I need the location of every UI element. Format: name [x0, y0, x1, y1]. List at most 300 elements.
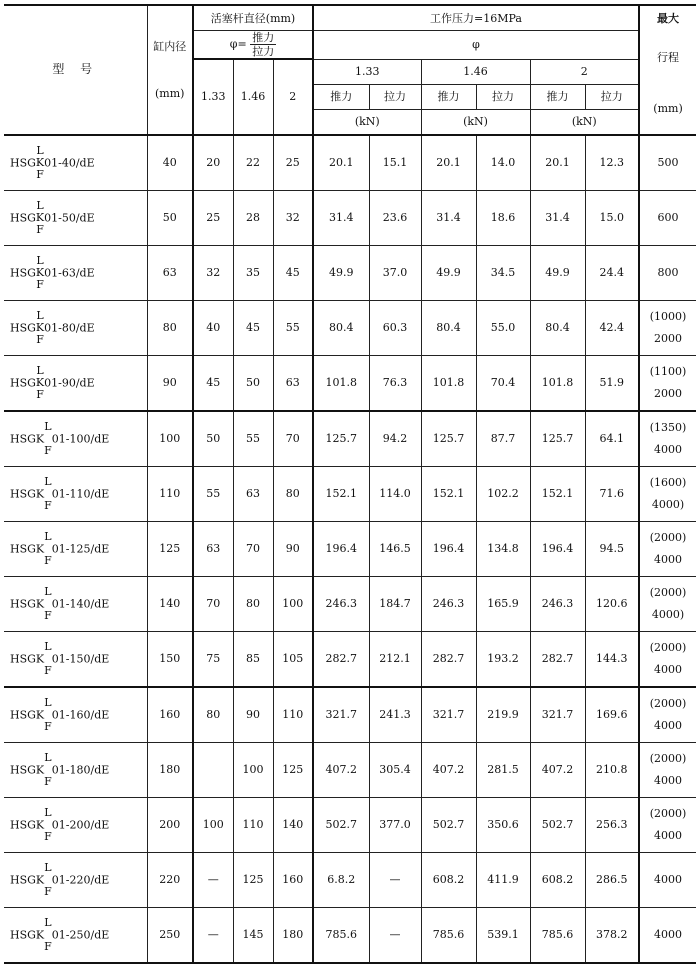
pull-1-33: 94.2	[369, 411, 421, 467]
pull-2: 378.2	[585, 907, 639, 963]
push-2: 196.4	[530, 521, 585, 576]
rod-dia-1-46: 55	[233, 411, 273, 467]
push-3: 推力	[530, 84, 585, 109]
model-prefix: HSGK	[10, 708, 45, 721]
variant-top: L	[44, 805, 52, 819]
stroke-max: 4000)	[651, 497, 685, 511]
model-cell	[4, 521, 147, 576]
stroke-cell	[639, 797, 696, 852]
pressure-header: 工作压力=16MPa	[313, 5, 639, 31]
push-1-46: 152.1	[421, 466, 476, 521]
rod-dia-2: 55	[273, 300, 313, 355]
push-2: 152.1	[530, 466, 585, 521]
rod-dia-1-46: 90	[233, 687, 273, 743]
variant-mid	[44, 709, 52, 721]
rod-dia-1-33	[193, 742, 233, 797]
pull-1-33: 114.0	[369, 466, 421, 521]
stroke-cell	[639, 300, 696, 355]
push-2: 407.2	[530, 742, 585, 797]
variant-top: L	[44, 529, 52, 543]
rod-dia-1-33: 63	[193, 521, 233, 576]
model-suffix: 01-180/dE	[51, 763, 110, 776]
model-cell	[4, 852, 147, 907]
push-2: 101.8	[530, 355, 585, 411]
stroke-max: 800	[657, 265, 679, 279]
model-variant-stack	[44, 917, 52, 953]
model-cell	[4, 797, 147, 852]
model-cell	[4, 245, 147, 300]
model-prefix: HSG	[10, 266, 36, 279]
stroke-cell	[639, 742, 696, 797]
push-1-46: 785.6	[421, 907, 476, 963]
pull-1-46: 87.7	[476, 411, 530, 467]
variant-mid	[44, 764, 52, 776]
rod-dia-1-33: 100	[193, 797, 233, 852]
push-2: 31.4	[530, 190, 585, 245]
bore-cell: 80	[147, 300, 193, 355]
variant-mid	[44, 653, 52, 665]
pull-1-33: 212.1	[369, 631, 421, 687]
rod-header: 活塞杆直径(mm)	[193, 5, 313, 31]
phi-header: φ	[313, 31, 639, 60]
rod-dia-1-33: —	[193, 907, 233, 963]
ratio-1-33: 1.33	[193, 59, 233, 135]
stroke-unit: (mm)	[639, 84, 696, 135]
stroke-cell	[639, 245, 696, 300]
model-variant-stack	[44, 641, 52, 677]
rod-dia-1-46: 80	[233, 576, 273, 631]
table-row	[4, 355, 696, 411]
pull-2: 24.4	[585, 245, 639, 300]
bore-cell: 160	[147, 687, 193, 743]
pull-1-46: 18.6	[476, 190, 530, 245]
model-suffix: 01-160/dE	[51, 708, 110, 721]
rod-dia-1-46: 63	[233, 466, 273, 521]
variant-bottom: F	[44, 608, 52, 622]
stroke-alt: (1100)	[649, 364, 687, 378]
model-prefix: HSGK	[10, 487, 45, 500]
push-1-46: 31.4	[421, 190, 476, 245]
model-prefix: HSGK	[10, 652, 45, 665]
rod-dia-1-46: 22	[233, 135, 273, 191]
phi-denominator: 拉力	[252, 45, 275, 58]
kn-unit-2: (kN)	[421, 109, 530, 135]
rod-dia-1-33: 25	[193, 190, 233, 245]
pull-1-33: —	[369, 907, 421, 963]
stroke-cell	[639, 521, 696, 576]
table-row	[4, 190, 696, 245]
rod-dia-2: 80	[273, 466, 313, 521]
variant-top: L	[36, 143, 44, 157]
rod-dia-1-46: 50	[233, 355, 273, 411]
table-row	[4, 411, 696, 467]
push-1-33: 407.2	[313, 742, 369, 797]
pull-1-46: 14.0	[476, 135, 530, 191]
pull-1-46: 102.2	[476, 466, 530, 521]
rod-dia-1-33: 70	[193, 576, 233, 631]
rod-dia-1-33: 32	[193, 245, 233, 300]
pull-2: 51.9	[585, 355, 639, 411]
stroke-max: 4000	[654, 718, 683, 732]
table-row	[4, 907, 696, 963]
variant-bottom: F	[44, 829, 52, 843]
model-suffix: 01-63/dE	[44, 266, 95, 279]
stroke-header-top: 最大	[639, 5, 696, 31]
push-1-46: 321.7	[421, 687, 476, 743]
rod-dia-1-33: 75	[193, 631, 233, 687]
model-prefix: HSG	[10, 376, 36, 389]
stroke-max: 4000	[654, 552, 683, 566]
bore-cell: 63	[147, 245, 193, 300]
push-1-33: 31.4	[313, 190, 369, 245]
rod-dia-2: 32	[273, 190, 313, 245]
model-cell	[4, 576, 147, 631]
variant-top: L	[44, 419, 52, 433]
phi-ratio-formula	[193, 31, 313, 60]
pull-2: 286.5	[585, 852, 639, 907]
stroke-max: 4000	[654, 872, 683, 886]
table-row	[4, 300, 696, 355]
rod-dia-2: 125	[273, 742, 313, 797]
model-suffix: 01-200/dE	[51, 818, 110, 831]
pull-1-33: —	[369, 852, 421, 907]
push-1-46: 246.3	[421, 576, 476, 631]
stroke-cell	[639, 355, 696, 411]
model-variant-stack	[36, 200, 44, 236]
pull-1-33: 184.7	[369, 576, 421, 631]
rod-dia-1-46: 28	[233, 190, 273, 245]
table-row	[4, 742, 696, 797]
rod-dia-2: 110	[273, 687, 313, 743]
stroke-alt: (2000)	[649, 696, 687, 710]
push-1-33: 125.7	[313, 411, 369, 467]
spec-table-sheet	[4, 4, 696, 964]
table-row	[4, 631, 696, 687]
stroke-max: 4000	[654, 828, 683, 842]
push-1-33: 246.3	[313, 576, 369, 631]
variant-top: L	[36, 198, 44, 212]
stroke-cell	[639, 687, 696, 743]
group-ratio-1-33: 1.33	[313, 59, 421, 84]
rod-dia-1-33: 40	[193, 300, 233, 355]
pull-1-46: 350.6	[476, 797, 530, 852]
variant-mid	[44, 543, 52, 555]
model-suffix: 01-100/dE	[51, 432, 110, 445]
bore-header-label: 缸内径	[153, 39, 187, 53]
variant-top: L	[44, 474, 52, 488]
table-body	[4, 135, 696, 963]
model-cell	[4, 631, 147, 687]
model-variant-stack	[44, 862, 52, 898]
push-2: 125.7	[530, 411, 585, 467]
variant-bottom: F	[44, 939, 52, 953]
model-variant-stack	[36, 145, 44, 181]
bore-cell: 125	[147, 521, 193, 576]
rod-dia-1-46: 110	[233, 797, 273, 852]
rod-dia-2: 140	[273, 797, 313, 852]
push-2: 80.4	[530, 300, 585, 355]
rod-dia-1-33: 45	[193, 355, 233, 411]
model-suffix: 01-150/dE	[51, 652, 110, 665]
variant-top: L	[36, 253, 44, 267]
push-2: 785.6	[530, 907, 585, 963]
stroke-alt: (2000)	[649, 806, 687, 820]
bore-cell: 50	[147, 190, 193, 245]
kn-unit-1: (kN)	[313, 109, 421, 135]
rod-dia-1-33: —	[193, 852, 233, 907]
phi-fraction	[250, 31, 276, 58]
variant-mid: K	[35, 265, 45, 279]
variant-mid	[44, 433, 52, 445]
variant-top: L	[44, 584, 52, 598]
stroke-max: 4000	[654, 927, 683, 941]
model-variant-stack	[36, 255, 44, 291]
stroke-max: 4000	[654, 662, 683, 676]
variant-bottom: F	[44, 553, 52, 567]
stroke-max: 4000)	[651, 607, 685, 621]
model-variant-stack	[44, 476, 52, 512]
ratio-2: 2	[273, 59, 313, 135]
model-variant-stack	[36, 365, 44, 401]
variant-bottom: F	[44, 774, 52, 788]
bore-header	[147, 5, 193, 135]
stroke-alt: (1000)	[649, 309, 687, 323]
push-1-46: 282.7	[421, 631, 476, 687]
variant-mid	[44, 488, 52, 500]
model-variant-stack	[44, 531, 52, 567]
bore-cell: 100	[147, 411, 193, 467]
push-1-46: 101.8	[421, 355, 476, 411]
pull-2: 256.3	[585, 797, 639, 852]
table-row	[4, 135, 696, 191]
variant-top: L	[44, 695, 52, 709]
rod-dia-2: 160	[273, 852, 313, 907]
model-prefix: HSGK	[10, 432, 45, 445]
model-variant-stack	[44, 586, 52, 622]
pull-1-33: 241.3	[369, 687, 421, 743]
variant-mid: K	[35, 375, 45, 389]
group-ratio-2: 2	[530, 59, 639, 84]
variant-mid: K	[35, 320, 45, 334]
bore-cell: 150	[147, 631, 193, 687]
variant-mid	[44, 874, 52, 886]
push-1-33: 49.9	[313, 245, 369, 300]
pull-2: 15.0	[585, 190, 639, 245]
rod-dia-1-46: 100	[233, 742, 273, 797]
stroke-cell	[639, 466, 696, 521]
variant-bottom: F	[36, 332, 44, 346]
pull-2: 120.6	[585, 576, 639, 631]
rod-dia-1-33: 20	[193, 135, 233, 191]
model-suffix: 01-80/dE	[44, 321, 95, 334]
stroke-alt: (1350)	[649, 420, 687, 434]
model-prefix: HSG	[10, 321, 36, 334]
stroke-cell	[639, 135, 696, 191]
variant-bottom: F	[44, 443, 52, 457]
variant-bottom: F	[36, 222, 44, 236]
pull-1-46: 165.9	[476, 576, 530, 631]
variant-mid	[44, 819, 52, 831]
stroke-alt: (2000)	[649, 530, 687, 544]
variant-top: L	[44, 639, 52, 653]
pull-1-46: 281.5	[476, 742, 530, 797]
bore-cell: 250	[147, 907, 193, 963]
variant-mid: K	[35, 210, 45, 224]
stroke-max: 500	[657, 155, 679, 169]
bore-cell: 40	[147, 135, 193, 191]
push-1-46: 196.4	[421, 521, 476, 576]
pull-2: 拉力	[476, 84, 530, 109]
bore-cell: 110	[147, 466, 193, 521]
stroke-cell	[639, 190, 696, 245]
stroke-max: 2000	[654, 331, 683, 345]
model-cell	[4, 466, 147, 521]
pull-1-33: 146.5	[369, 521, 421, 576]
table-row	[4, 245, 696, 300]
model-variant-stack	[44, 807, 52, 843]
stroke-header-bottom: 行程	[639, 31, 696, 85]
variant-top: L	[44, 750, 52, 764]
pull-1-33: 377.0	[369, 797, 421, 852]
push-1-46: 502.7	[421, 797, 476, 852]
model-cell	[4, 687, 147, 743]
model-suffix: 01-40/dE	[44, 156, 95, 169]
push-1-33: 80.4	[313, 300, 369, 355]
pull-1-46: 219.9	[476, 687, 530, 743]
push-1-33: 152.1	[313, 466, 369, 521]
cylinder-spec-table	[4, 4, 696, 964]
table-row	[4, 466, 696, 521]
rod-dia-2: 180	[273, 907, 313, 963]
rod-dia-1-46: 45	[233, 300, 273, 355]
variant-bottom: F	[36, 167, 44, 181]
model-variant-stack	[44, 697, 52, 733]
pull-1-46: 55.0	[476, 300, 530, 355]
pull-1-33: 76.3	[369, 355, 421, 411]
variant-mid	[44, 929, 52, 941]
variant-mid: K	[35, 155, 45, 169]
rod-dia-1-46: 35	[233, 245, 273, 300]
pull-2: 64.1	[585, 411, 639, 467]
rod-dia-2: 70	[273, 411, 313, 467]
push-2: 321.7	[530, 687, 585, 743]
model-suffix: 01-110/dE	[51, 487, 110, 500]
stroke-alt: (2000)	[649, 585, 687, 599]
push-2: 推力	[421, 84, 476, 109]
bore-unit: (mm)	[155, 86, 185, 100]
pull-1: 拉力	[369, 84, 421, 109]
phi-eq: φ=	[229, 37, 247, 51]
pull-1-46: 70.4	[476, 355, 530, 411]
model-prefix: HSGK	[10, 873, 45, 886]
pull-2: 210.8	[585, 742, 639, 797]
model-cell	[4, 742, 147, 797]
model-suffix: 01-125/dE	[51, 542, 110, 555]
push-1-33: 321.7	[313, 687, 369, 743]
rod-dia-1-33: 55	[193, 466, 233, 521]
stroke-max: 600	[657, 210, 679, 224]
table-row	[4, 576, 696, 631]
pull-2: 94.5	[585, 521, 639, 576]
push-1-46: 20.1	[421, 135, 476, 191]
model-suffix: 01-90/dE	[44, 376, 95, 389]
model-prefix: HSGK	[10, 818, 45, 831]
pull-2: 12.3	[585, 135, 639, 191]
push-1-46: 125.7	[421, 411, 476, 467]
table-row	[4, 852, 696, 907]
pull-1-33: 37.0	[369, 245, 421, 300]
stroke-cell	[639, 907, 696, 963]
push-1-33: 196.4	[313, 521, 369, 576]
model-suffix: 01-140/dE	[51, 597, 110, 610]
pull-1-33: 23.6	[369, 190, 421, 245]
push-1-46: 49.9	[421, 245, 476, 300]
variant-bottom: F	[36, 277, 44, 291]
variant-top: L	[36, 308, 44, 322]
rod-dia-2: 63	[273, 355, 313, 411]
bore-cell: 200	[147, 797, 193, 852]
table-row	[4, 521, 696, 576]
model-variant-stack	[36, 310, 44, 346]
push-1-33: 785.6	[313, 907, 369, 963]
stroke-cell	[639, 631, 696, 687]
table-row	[4, 797, 696, 852]
model-suffix: 01-50/dE	[44, 211, 95, 224]
model-cell	[4, 355, 147, 411]
push-2: 608.2	[530, 852, 585, 907]
variant-top: L	[44, 860, 52, 874]
pull-1-33: 60.3	[369, 300, 421, 355]
push-2: 49.9	[530, 245, 585, 300]
variant-mid	[44, 598, 52, 610]
push-1-33: 101.8	[313, 355, 369, 411]
push-2: 282.7	[530, 631, 585, 687]
stroke-alt: (1600)	[649, 475, 687, 489]
model-variant-stack	[44, 421, 52, 457]
rod-dia-1-46: 145	[233, 907, 273, 963]
stroke-max: 4000	[654, 773, 683, 787]
rod-dia-1-46: 70	[233, 521, 273, 576]
stroke-cell	[639, 576, 696, 631]
stroke-max: 4000	[654, 442, 683, 456]
pull-1-46: 34.5	[476, 245, 530, 300]
variant-bottom: F	[44, 884, 52, 898]
push-1-33: 502.7	[313, 797, 369, 852]
stroke-cell	[639, 411, 696, 467]
model-suffix: 01-250/dE	[51, 928, 110, 941]
variant-bottom: F	[44, 719, 52, 733]
bore-cell: 140	[147, 576, 193, 631]
variant-top: L	[36, 363, 44, 377]
variant-bottom: F	[44, 498, 52, 512]
stroke-max: 2000	[654, 386, 683, 400]
pull-2: 42.4	[585, 300, 639, 355]
variant-bottom: F	[44, 663, 52, 677]
model-cell	[4, 190, 147, 245]
model-prefix: HSGK	[10, 928, 45, 941]
push-1-33: 282.7	[313, 631, 369, 687]
push-1: 推力	[313, 84, 369, 109]
model-cell	[4, 411, 147, 467]
model-prefix: HSGK	[10, 542, 45, 555]
model-prefix: HSG	[10, 211, 36, 224]
model-variant-stack	[44, 752, 52, 788]
stroke-alt: (2000)	[649, 640, 687, 654]
rod-dia-2: 100	[273, 576, 313, 631]
rod-dia-2: 25	[273, 135, 313, 191]
bore-cell: 90	[147, 355, 193, 411]
model-cell	[4, 135, 147, 191]
